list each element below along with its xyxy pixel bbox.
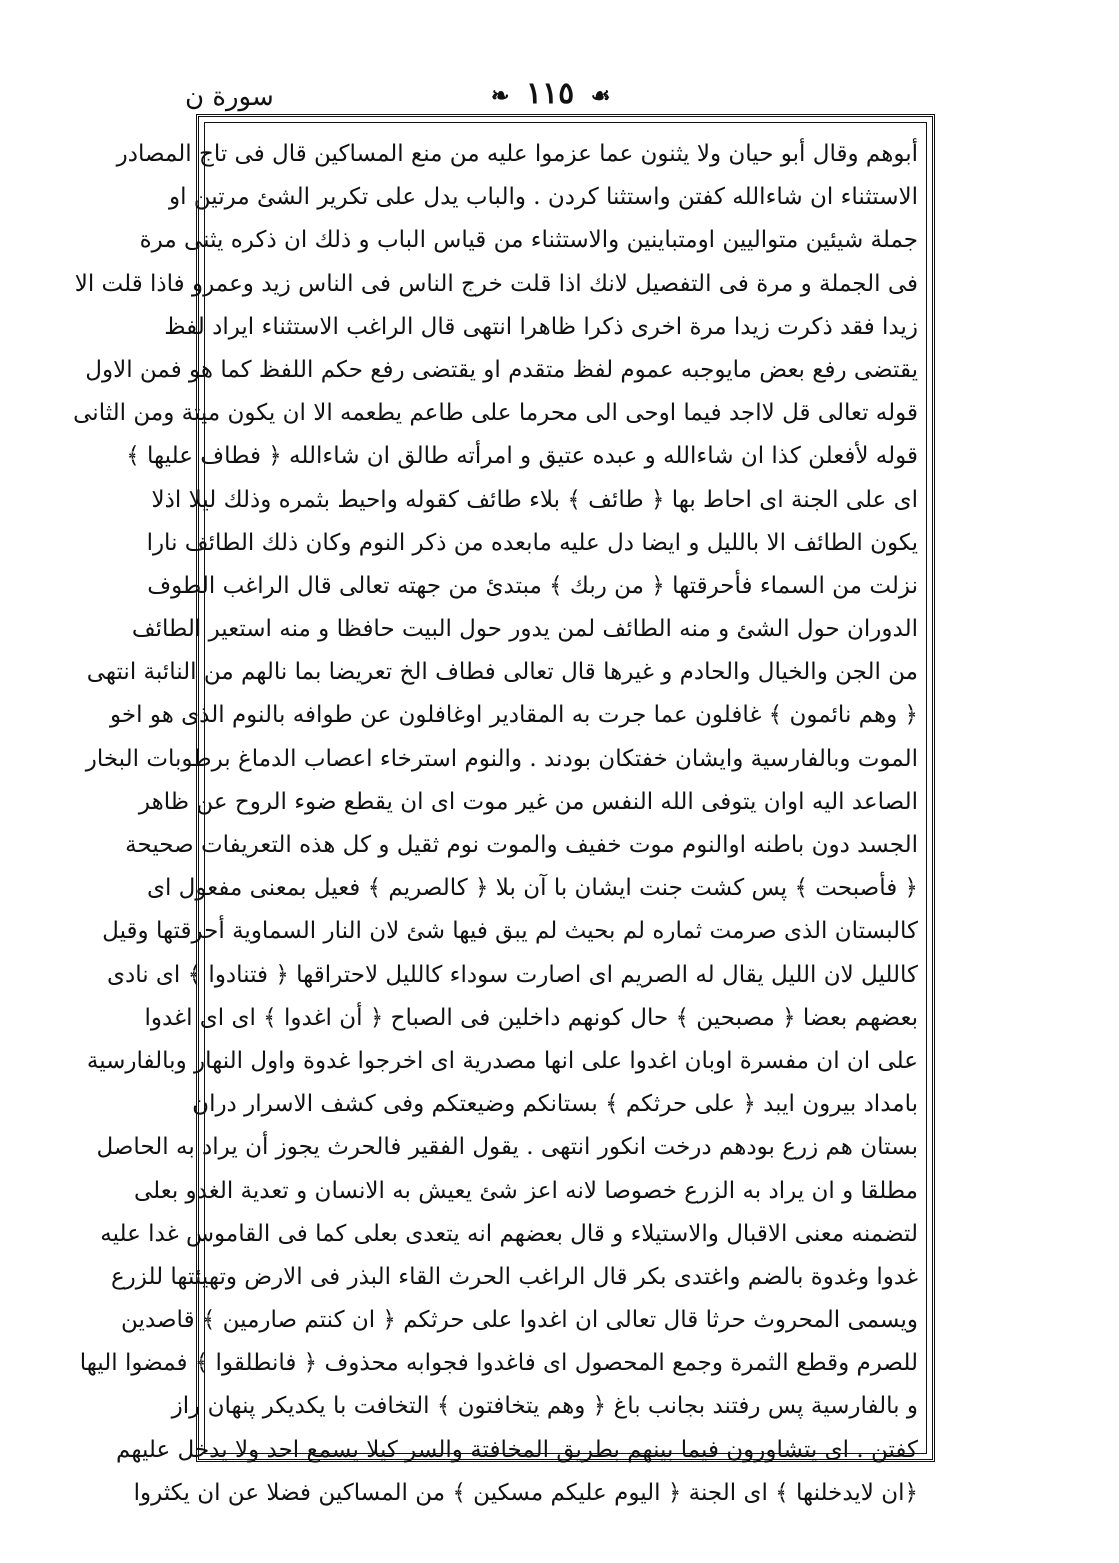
text-line: اى على الجنة اى احاط بها ﴿ طائف ﴾ بلاء طائف كقوله واحيط بثمره وذلك ليلا اذلا <box>151 486 918 513</box>
text-line: قوله تعالى قل لااجد فيما اوحى الى محرما على طاعم يطعمه الا ان يكون ميتة ومن الثانى <box>73 400 918 427</box>
text-line: بامداد بيرون ايبد ﴿ على حرثكم ﴾ بستانكم وضيعتكم وفى كشف الاسرار دران <box>192 1091 918 1118</box>
text-line: الموت وبالفارسية وايشان خفتكان بودند . والنوم استرخاء اعصاب الدماغ برطوبات البخار <box>85 745 918 772</box>
text-line: الجسد دون باطنه اوالنوم موت خفيف والموت نوم ثقيل و كل هذه التعريفات صحيحة <box>125 832 918 858</box>
text-line: على ان ان مفسرة اوبان اغدوا على انها مصدرية اى اخرجوا غدوة واول النهار وبالفارسية <box>86 1047 918 1074</box>
text-line: و بالفارسية پس رفتند بجانب باغ ﴿ وهم يتخافتون ﴾ التخافت با يكديكر پنهان راز <box>171 1393 918 1420</box>
page-number: ١١٥ <box>525 76 575 111</box>
ornament-icon: ☙ <box>590 83 611 109</box>
text-line: ﴿ان لايدخلنها ﴾ اى الجنة ﴿ اليوم عليكم مسكين ﴾ من المساكين فضلا عن ان يكثروا <box>133 1479 918 1506</box>
text-line: كفتن . اى يتشاورون فيما بينهم بطريق المخافتة والسر كيلا يسمع احد ولا يدخل عليهم <box>116 1436 918 1463</box>
text-line: كالبستان الذى صرمت ثماره لم بحيث لم يبق فيها شئ لان النار السماوية أحرقتها وقيل <box>102 918 918 945</box>
text-line: يقتضى رفع بعض مايوجبه عموم لفظ متقدم او يقتضى رفع حكم اللفظ كما هو فمن الاول <box>85 356 918 383</box>
text-line: زيدا فقد ذكرت زيدا مرة اخرى ذكرا ظاهرا انتهى قال الراغب الاستثناء ايراد لفظ <box>164 313 918 340</box>
page-header <box>185 74 955 118</box>
text-line: بعضهم بعضا ﴿ مصبحين ﴾ حال كونهم داخلين فى الصباح ﴿ أن اغدوا ﴾ اى اى اغدوا <box>144 1004 918 1031</box>
text-line: جملة شيئين متواليين اومتباينين والاستثناء من قياس الباب و ذلك ان ذكره يثنى مرة <box>139 227 918 254</box>
text-line: كالليل لان الليل يقال له الصريم اى اصارت سوداء كالليل لاحتراقها ﴿ فتنادوا ﴾ اى نادى <box>106 961 918 988</box>
ornament-icon: ❧ <box>491 83 510 109</box>
text-frame <box>73 114 935 1506</box>
page-number-block <box>485 76 616 111</box>
text-line: ﴿ وهم نائمون ﴾ غافلون عما جرت به المقادير اوغافلون عن طوافه بالنوم الذى هو اخو <box>110 702 918 729</box>
text-line: قوله لأفعلن كذا ان شاءالله و عبده عتيق و امرأته طالق ان شاءالله ﴿ فطاف عليها ﴾ <box>126 443 918 470</box>
text-line: يكون الطائف الا بالليل و ايضا دل عليه مابعده من ذكر النوم وكان ذلك الطائف نارا <box>146 529 918 556</box>
text-line: الدوران حول الشئ و منه الطائف لمن يدور حول البيت حافظا و منه استعير الطائف <box>131 616 918 643</box>
text-line: غدوا وغدوة بالضم واغتدى بكر قال الراغب الحرث القاء البذر فى الارض وتهيئتها للزرع <box>110 1263 918 1290</box>
text-line: أبوهم وقال أبو حيان ولا يثنون عما عزموا عليه من منع المساكين قال فى تاج المصادر <box>116 141 918 167</box>
text-line: الصاعد اليه اوان يتوفى الله النفس من غير موت اى ان يقطع ضوء الروح عن ظاهر <box>138 788 918 815</box>
text-line: ويسمى المحروث حرثا قال تعالى ان اغدوا على حرثكم ﴿ ان كنتم صارمين ﴾ قاصدين <box>121 1307 918 1334</box>
text-line: لتضمنه معنى الاقبال والاستيلاء و قال بعضهم انه يتعدى بعلى كما فى القاموس غدا عليه <box>100 1220 918 1247</box>
surah-name: سورة ن <box>185 82 274 112</box>
text-line: فى الجملة و مرة فى التفصيل لانك اذا قلت خرج الناس فى الناس زيد وعمرو فاذا قلت الا <box>74 270 918 297</box>
text-line: مطلقا و ان يراد به الزرع خصوصا لانه اعز شئ يعيش به الانسان و تعدية الغدو بعلى <box>133 1177 918 1204</box>
text-line: نزلت من السماء فأحرقتها ﴿ من ربك ﴾ مبتدئ من جهته تعالى قال الراغب الطوف <box>147 572 918 599</box>
text-line: بستان هم زرع بودهم درخت انكور انتهى . يقول الفقير فالحرث يجوز أن يراد به الحاصل <box>96 1134 918 1161</box>
text-line: للصرم وقطع الثمرة وجمع المحصول اى فاغدوا فجوابه محذوف ﴿ فانطلقوا ﴾ فمضوا اليها <box>79 1350 918 1377</box>
text-line: الاستثناء ان شاءالله كفتن واستثنا كردن . والباب يدل على تكرير الشئ مرتين او <box>168 184 918 211</box>
text-line: من الجن والخيال والحادم و غيرها قال تعالى فطاف الخ تعريضا بما نالهم من النائبة انتهى <box>86 659 918 686</box>
text-line: ﴿ فأصبحت ﴾ پس كشت جنت ايشان با آن بلا ﴿ كالصريم ﴾ فعيل بمعنى مفعول اى <box>146 875 918 902</box>
body-text <box>73 133 918 1515</box>
